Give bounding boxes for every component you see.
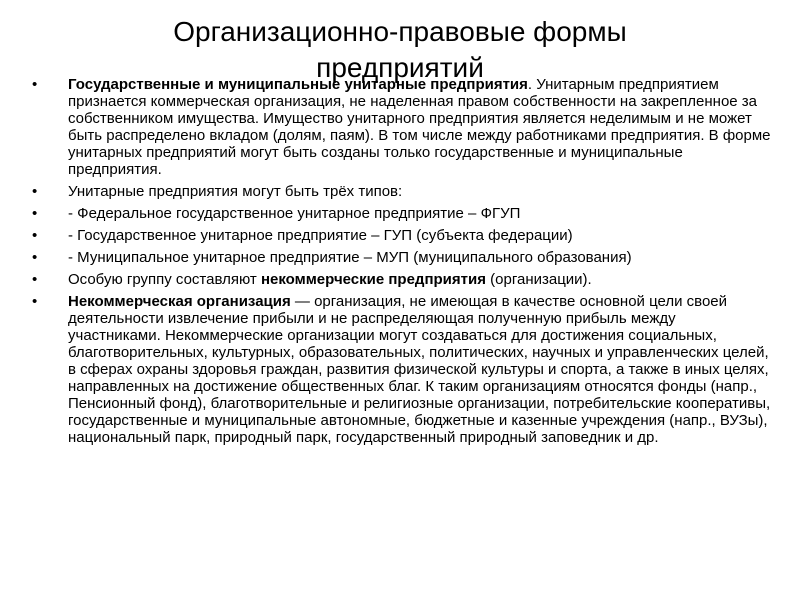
bullet-three-types	[32, 183, 772, 200]
bullet-list	[32, 76, 772, 451]
bullet-icon: •	[32, 271, 38, 288]
bullet-text-before: Особую группу составляют	[68, 271, 261, 288]
bullet-icon: •	[32, 76, 38, 93]
bullet-mup	[32, 249, 772, 266]
term-noncommercial-organization: Некоммерческая организация	[68, 293, 291, 310]
bullet-icon: •	[32, 183, 38, 200]
bullet-special-group	[32, 271, 772, 288]
bullet-icon: •	[32, 249, 38, 266]
bullet-text-after: (организации).	[485, 271, 592, 288]
term-unitary-enterprises: Государственные и муниципальные унитарные предприятия	[68, 76, 528, 93]
bullet-icon: •	[32, 227, 38, 244]
bullet-icon: •	[32, 293, 38, 310]
bullet-unitary-enterprises	[32, 76, 772, 178]
bullet-fgup	[32, 205, 772, 222]
term-noncommercial-enterprises: некоммерческие предприятия	[260, 271, 486, 288]
bullet-text: — организация, не имеющая в качестве основной цели своей деятельности извлечение прибыли и не распределяющая полученную прибыль между участниками. Некоммерческие организации могут создаваться для достижения социальных, благотворительных, культурных, образовательных, политических, научных и управленческих целей, в сферах охраны здоровья граждан, развития физической культуры и спорта, а также в иных целях, направленных на достижение общественных благ. К таким организациям относятся фонды (напр., Пенсионный фонд), благотворительные и религиозные организации, потребительские кооперативы, государственные и муниципальные автономные, бюджетные и казенные учреждения (напр., ВУЗы), национальный парк, природный парк, государственный природный заповедник и др.	[68, 293, 771, 446]
slide-title: Организационно-правовые формы предприятий	[173, 16, 627, 83]
bullet-text: Унитарные предприятия могут быть трёх типов:	[68, 183, 403, 200]
bullet-noncommercial-organization	[32, 293, 772, 446]
bullet-text: - Федеральное государственное унитарное предприятие – ФГУП	[68, 205, 521, 222]
bullet-text: . Унитарным предприятием признается коммерческая организация, не наделенная правом собственности на закрепленное за собственником имущества. Имущество унитарного предприятия является неделимым и не может быть распределено вкладом (долям, паям). В том числе между работниками предприятия. В форме унитарных предприятий могут быть созданы только государственные и муниципальные предприятия.	[68, 76, 771, 178]
bullet-gup	[32, 227, 772, 244]
bullet-text: - Государственное унитарное предприятие – ГУП (субъекта федерации)	[68, 227, 573, 244]
bullet-text: - Муниципальное унитарное предприятие – МУП (муниципального образования)	[68, 249, 632, 266]
bullet-icon: •	[32, 205, 38, 222]
